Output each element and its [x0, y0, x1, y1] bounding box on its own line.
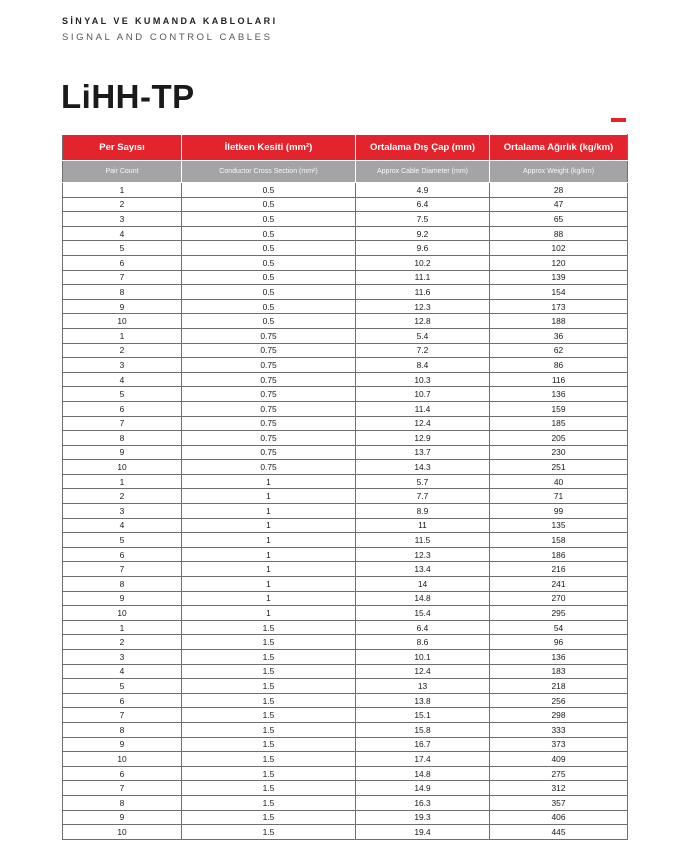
weight-cell: 205: [490, 431, 628, 446]
cross-section-cell: 1.5: [182, 635, 356, 650]
cross-section-cell: 1: [182, 533, 356, 548]
diameter-cell: 13.8: [356, 693, 490, 708]
pair-count-cell: 1: [63, 328, 182, 343]
table-row: [63, 197, 628, 212]
header-weight-en: Approx Weight (kg/km): [490, 161, 628, 183]
pair-count-cell: 2: [63, 489, 182, 504]
pair-count-cell: 4: [63, 518, 182, 533]
weight-cell: 218: [490, 679, 628, 694]
weight-cell: 96: [490, 635, 628, 650]
table-row: [63, 372, 628, 387]
cable-spec-table: [62, 134, 628, 840]
diameter-cell: 7.2: [356, 343, 490, 358]
weight-cell: 312: [490, 781, 628, 796]
table-row: [63, 547, 628, 562]
table-row: [63, 650, 628, 665]
diameter-cell: 8.6: [356, 635, 490, 650]
diameter-cell: 14.9: [356, 781, 490, 796]
weight-cell: 28: [490, 183, 628, 198]
pair-count-cell: 10: [63, 460, 182, 475]
weight-cell: 230: [490, 445, 628, 460]
diameter-cell: 14.3: [356, 460, 490, 475]
diameter-cell: 16.3: [356, 795, 490, 810]
cross-section-cell: 0.5: [182, 197, 356, 212]
weight-cell: 183: [490, 664, 628, 679]
cross-section-cell: 0.75: [182, 416, 356, 431]
cross-section-cell: 0.5: [182, 314, 356, 329]
weight-cell: 86: [490, 358, 628, 373]
cross-section-cell: 1.5: [182, 664, 356, 679]
weight-cell: 173: [490, 299, 628, 314]
cross-section-cell: 1.5: [182, 693, 356, 708]
table-row: [63, 752, 628, 767]
pair-count-cell: 2: [63, 197, 182, 212]
pair-count-cell: 5: [63, 241, 182, 256]
diameter-cell: 13: [356, 679, 490, 694]
table-row: [63, 460, 628, 475]
diameter-cell: 12.4: [356, 416, 490, 431]
weight-cell: 47: [490, 197, 628, 212]
table-row: [63, 474, 628, 489]
pair-count-cell: 1: [63, 183, 182, 198]
pair-count-cell: 7: [63, 708, 182, 723]
cross-section-cell: 0.75: [182, 328, 356, 343]
table-row: [63, 664, 628, 679]
cross-section-cell: 1: [182, 489, 356, 504]
weight-cell: 241: [490, 577, 628, 592]
weight-cell: 99: [490, 504, 628, 519]
diameter-cell: 14: [356, 577, 490, 592]
header-diameter-en: Approx Cable Diameter (mm): [356, 161, 490, 183]
table-row: [63, 299, 628, 314]
cross-section-cell: 0.5: [182, 270, 356, 285]
table-row: [63, 416, 628, 431]
diameter-cell: 10.7: [356, 387, 490, 402]
diameter-cell: 11.4: [356, 401, 490, 416]
category-title-en: SIGNAL AND CONTROL CABLES: [62, 32, 273, 43]
diameter-cell: 4.9: [356, 183, 490, 198]
pair-count-cell: 5: [63, 387, 182, 402]
weight-cell: 36: [490, 328, 628, 343]
cross-section-cell: 0.75: [182, 372, 356, 387]
pair-count-cell: 6: [63, 693, 182, 708]
diameter-cell: 12.8: [356, 314, 490, 329]
diameter-cell: 12.4: [356, 664, 490, 679]
header-pair-count-en: Pair Count: [63, 161, 182, 183]
weight-cell: 251: [490, 460, 628, 475]
header-diameter-tr: Ortalama Dış Çap (mm): [356, 135, 490, 161]
table-row: [63, 401, 628, 416]
pair-count-cell: 8: [63, 795, 182, 810]
pair-count-cell: 7: [63, 781, 182, 796]
table-row: [63, 255, 628, 270]
diameter-cell: 7.7: [356, 489, 490, 504]
pair-count-cell: 8: [63, 577, 182, 592]
cross-section-cell: 0.75: [182, 431, 356, 446]
table-row: [63, 445, 628, 460]
pair-count-cell: 2: [63, 343, 182, 358]
weight-cell: 54: [490, 620, 628, 635]
cross-section-cell: 0.75: [182, 445, 356, 460]
table-row: [63, 693, 628, 708]
diameter-cell: 14.8: [356, 766, 490, 781]
table-row: [63, 358, 628, 373]
pair-count-cell: 6: [63, 547, 182, 562]
cross-section-cell: 1: [182, 606, 356, 621]
diameter-cell: 10.3: [356, 372, 490, 387]
cross-section-cell: 0.5: [182, 183, 356, 198]
diameter-cell: 15.1: [356, 708, 490, 723]
cross-section-cell: 0.75: [182, 343, 356, 358]
weight-cell: 270: [490, 591, 628, 606]
table-row: [63, 285, 628, 300]
table-header-row-tr: [63, 135, 628, 161]
pair-count-cell: 3: [63, 212, 182, 227]
diameter-cell: 10.1: [356, 650, 490, 665]
diameter-cell: 10.2: [356, 255, 490, 270]
diameter-cell: 6.4: [356, 197, 490, 212]
pair-count-cell: 9: [63, 299, 182, 314]
table-row: [63, 241, 628, 256]
table-row: [63, 314, 628, 329]
pair-count-cell: 7: [63, 270, 182, 285]
cross-section-cell: 1.5: [182, 810, 356, 825]
cross-section-cell: 0.5: [182, 226, 356, 241]
table-row: [63, 766, 628, 781]
table-row: [63, 343, 628, 358]
cross-section-cell: 1.5: [182, 737, 356, 752]
table-row: [63, 504, 628, 519]
pair-count-cell: 3: [63, 650, 182, 665]
diameter-cell: 15.8: [356, 722, 490, 737]
weight-cell: 159: [490, 401, 628, 416]
table-row: [63, 533, 628, 548]
table-row: [63, 737, 628, 752]
cross-section-cell: 1: [182, 474, 356, 489]
diameter-cell: 16.7: [356, 737, 490, 752]
pair-count-cell: 4: [63, 372, 182, 387]
pair-count-cell: 8: [63, 285, 182, 300]
table-row: [63, 825, 628, 840]
cross-section-cell: 1.5: [182, 766, 356, 781]
weight-cell: 116: [490, 372, 628, 387]
pair-count-cell: 10: [63, 752, 182, 767]
table-row: [63, 606, 628, 621]
pair-count-cell: 9: [63, 591, 182, 606]
pair-count-cell: 5: [63, 533, 182, 548]
pair-count-cell: 8: [63, 722, 182, 737]
header-cross-section-en: Conductor Cross Section (mm²): [182, 161, 356, 183]
weight-cell: 333: [490, 722, 628, 737]
pair-count-cell: 6: [63, 255, 182, 270]
table-row: [63, 328, 628, 343]
weight-cell: 62: [490, 343, 628, 358]
weight-cell: 120: [490, 255, 628, 270]
weight-cell: 373: [490, 737, 628, 752]
diameter-cell: 12.3: [356, 547, 490, 562]
weight-cell: 102: [490, 241, 628, 256]
cross-section-cell: 1: [182, 591, 356, 606]
cross-section-cell: 1: [182, 562, 356, 577]
weight-cell: 357: [490, 795, 628, 810]
weight-cell: 216: [490, 562, 628, 577]
page-title: LiHH-TP: [61, 78, 195, 115]
table-row: [63, 226, 628, 241]
cross-section-cell: 1: [182, 577, 356, 592]
table-row: [63, 795, 628, 810]
pair-count-cell: 6: [63, 766, 182, 781]
diameter-cell: 7.5: [356, 212, 490, 227]
cross-section-cell: 1.5: [182, 752, 356, 767]
diameter-cell: 17.4: [356, 752, 490, 767]
cross-section-cell: 0.75: [182, 460, 356, 475]
diameter-cell: 5.4: [356, 328, 490, 343]
cross-section-cell: 0.5: [182, 241, 356, 256]
weight-cell: 65: [490, 212, 628, 227]
diameter-cell: 8.4: [356, 358, 490, 373]
pair-count-cell: 3: [63, 358, 182, 373]
cross-section-cell: 1.5: [182, 620, 356, 635]
cross-section-cell: 0.5: [182, 212, 356, 227]
weight-cell: 139: [490, 270, 628, 285]
table-row: [63, 708, 628, 723]
pair-count-cell: 9: [63, 445, 182, 460]
header-weight-tr: Ortalama Ağırlık (kg/km): [490, 135, 628, 161]
pair-count-cell: 4: [63, 226, 182, 241]
diameter-cell: 13.4: [356, 562, 490, 577]
table-row: [63, 387, 628, 402]
diameter-cell: 6.4: [356, 620, 490, 635]
cross-section-cell: 0.5: [182, 299, 356, 314]
table-row: [63, 518, 628, 533]
cross-section-cell: 0.75: [182, 358, 356, 373]
cross-section-cell: 1.5: [182, 708, 356, 723]
cross-section-cell: 1.5: [182, 825, 356, 840]
accent-bar: [611, 118, 626, 122]
table-row: [63, 577, 628, 592]
table-row: [63, 270, 628, 285]
weight-cell: 186: [490, 547, 628, 562]
pair-count-cell: 6: [63, 401, 182, 416]
table-row: [63, 431, 628, 446]
weight-cell: 409: [490, 752, 628, 767]
diameter-cell: 15.4: [356, 606, 490, 621]
pair-count-cell: 10: [63, 314, 182, 329]
cross-section-cell: 0.5: [182, 255, 356, 270]
weight-cell: 256: [490, 693, 628, 708]
pair-count-cell: 10: [63, 606, 182, 621]
pair-count-cell: 7: [63, 416, 182, 431]
weight-cell: 135: [490, 518, 628, 533]
cross-section-cell: 0.75: [182, 387, 356, 402]
weight-cell: 40: [490, 474, 628, 489]
pair-count-cell: 10: [63, 825, 182, 840]
diameter-cell: 11.5: [356, 533, 490, 548]
cross-section-cell: 1.5: [182, 679, 356, 694]
pair-count-cell: 2: [63, 635, 182, 650]
table-row: [63, 810, 628, 825]
table-row: [63, 620, 628, 635]
weight-cell: 158: [490, 533, 628, 548]
table-row: [63, 562, 628, 577]
cross-section-cell: 0.75: [182, 401, 356, 416]
diameter-cell: 14.8: [356, 591, 490, 606]
weight-cell: 295: [490, 606, 628, 621]
table-header-row-en: [63, 161, 628, 183]
cross-section-cell: 1.5: [182, 795, 356, 810]
table-row: [63, 781, 628, 796]
weight-cell: 136: [490, 387, 628, 402]
table-row: [63, 591, 628, 606]
cross-section-cell: 1: [182, 504, 356, 519]
pair-count-cell: 5: [63, 679, 182, 694]
weight-cell: 188: [490, 314, 628, 329]
table-row: [63, 183, 628, 198]
table-row: [63, 212, 628, 227]
weight-cell: 88: [490, 226, 628, 241]
pair-count-cell: 1: [63, 620, 182, 635]
diameter-cell: 5.7: [356, 474, 490, 489]
weight-cell: 136: [490, 650, 628, 665]
diameter-cell: 9.2: [356, 226, 490, 241]
diameter-cell: 8.9: [356, 504, 490, 519]
table-body: [63, 183, 628, 840]
pair-count-cell: 9: [63, 737, 182, 752]
header-cross-section-tr: İletken Kesiti (mm²): [182, 135, 356, 161]
diameter-cell: 19.4: [356, 825, 490, 840]
weight-cell: 298: [490, 708, 628, 723]
weight-cell: 275: [490, 766, 628, 781]
table-row: [63, 635, 628, 650]
diameter-cell: 12.9: [356, 431, 490, 446]
weight-cell: 445: [490, 825, 628, 840]
cross-section-cell: 1.5: [182, 722, 356, 737]
pair-count-cell: 1: [63, 474, 182, 489]
diameter-cell: 11: [356, 518, 490, 533]
diameter-cell: 11.6: [356, 285, 490, 300]
diameter-cell: 11.1: [356, 270, 490, 285]
weight-cell: 154: [490, 285, 628, 300]
table-row: [63, 489, 628, 504]
weight-cell: 71: [490, 489, 628, 504]
diameter-cell: 19.3: [356, 810, 490, 825]
table-row: [63, 679, 628, 694]
cross-section-cell: 0.5: [182, 285, 356, 300]
pair-count-cell: 3: [63, 504, 182, 519]
cross-section-cell: 1.5: [182, 650, 356, 665]
pair-count-cell: 8: [63, 431, 182, 446]
diameter-cell: 12.3: [356, 299, 490, 314]
weight-cell: 185: [490, 416, 628, 431]
diameter-cell: 9.6: [356, 241, 490, 256]
diameter-cell: 13.7: [356, 445, 490, 460]
cross-section-cell: 1: [182, 547, 356, 562]
cross-section-cell: 1.5: [182, 781, 356, 796]
table-row: [63, 722, 628, 737]
header-pair-count-tr: Per Sayısı: [63, 135, 182, 161]
pair-count-cell: 4: [63, 664, 182, 679]
category-title-tr: SİNYAL VE KUMANDA KABLOLARI: [62, 16, 278, 26]
pair-count-cell: 9: [63, 810, 182, 825]
weight-cell: 406: [490, 810, 628, 825]
pair-count-cell: 7: [63, 562, 182, 577]
cross-section-cell: 1: [182, 518, 356, 533]
